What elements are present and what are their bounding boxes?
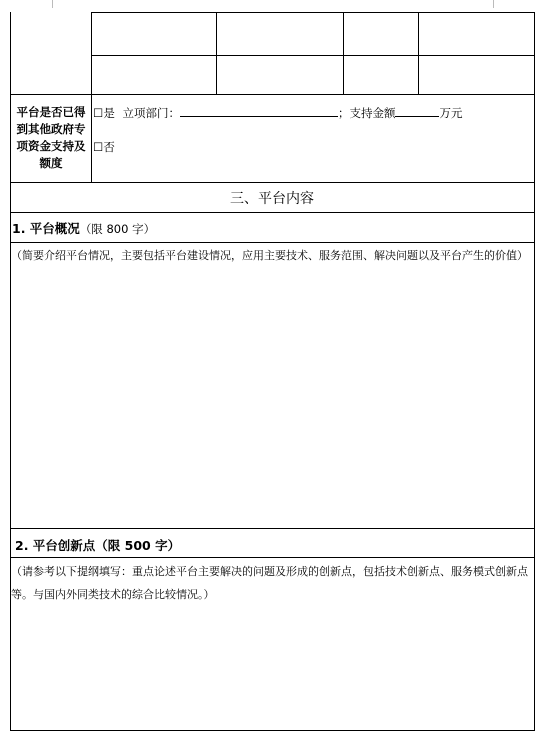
support-yes-option[interactable]	[93, 104, 462, 121]
page-edge-mark-right	[493, 0, 494, 8]
page-edge-mark-left	[52, 0, 53, 8]
table-inner-row-line	[91, 55, 534, 56]
overview-limit: （限 800 字）	[79, 222, 156, 236]
innovation-text-area[interactable]	[11, 608, 534, 729]
table-bottom-border	[10, 730, 535, 731]
amount-input-blank[interactable]	[395, 104, 439, 117]
overview-hint: （简要介绍平台情况，主要包括平台建设情况，应用主要技术、服务范围、解决问题以及平台产生的价值）	[11, 249, 528, 262]
innovation-hint: （请参考以下提纲填写：重点论述平台主要解决的问题及形成的创新点，包括技术创新点、服务模式创新点等。与国内外同类技术的综合比较情况。）	[11, 565, 528, 601]
row-line	[10, 212, 535, 213]
overview-heading: 1. 平台概况	[12, 221, 80, 236]
support-question-label: 平台是否已得到其他政府专项资金支持及额度	[16, 105, 86, 170]
checkbox-yes-icon[interactable]: ☐	[93, 106, 104, 120]
dept-label: 立项部门：	[122, 106, 180, 120]
row-line	[10, 242, 535, 243]
row-line	[10, 94, 535, 95]
amount-unit: 万元	[439, 106, 463, 120]
table-col-line	[343, 12, 344, 94]
section-title: 三、平台内容	[230, 191, 314, 207]
dept-input-blank[interactable]	[180, 104, 338, 117]
overview-text-area[interactable]	[11, 282, 534, 527]
row-line	[10, 557, 535, 558]
checkbox-no-icon[interactable]: ☐	[93, 140, 104, 154]
row-line	[10, 528, 535, 529]
table-right-border	[534, 12, 535, 730]
table-top-border	[91, 12, 534, 13]
table-col-line	[216, 12, 217, 94]
table-col-line	[418, 12, 419, 94]
support-no-option[interactable]	[93, 139, 115, 155]
innovation-heading: 2. 平台创新点（限 500 字）	[15, 538, 181, 553]
row-line	[10, 182, 535, 183]
yes-label: 是	[103, 106, 115, 120]
overview-heading-row	[12, 219, 155, 237]
amount-label: ；支持金额	[337, 106, 396, 120]
table-col-line	[91, 12, 92, 183]
no-label: 否	[103, 140, 115, 154]
